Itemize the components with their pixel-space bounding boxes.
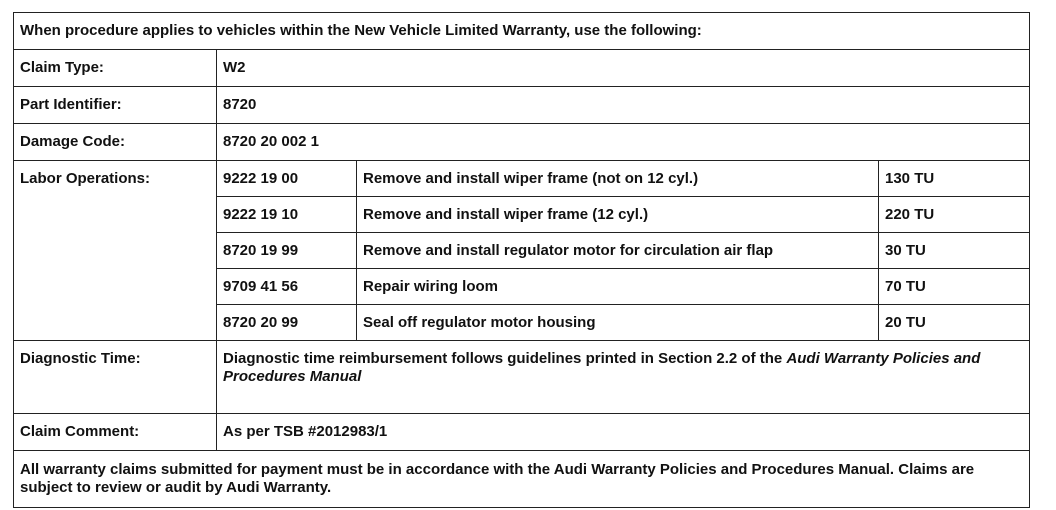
labor-time-units: 220 TU: [879, 197, 1030, 233]
labor-description: Remove and install regulator motor for circulation air flap: [357, 233, 879, 269]
labor-time-units: 30 TU: [879, 233, 1030, 269]
part-identifier-row: [14, 87, 1030, 124]
footer-row: [14, 451, 1030, 508]
damage-code-row: [14, 124, 1030, 161]
footer-note: All warranty claims submitted for payment must be in accordance with the Audi Warranty Policies and Procedures Manual. Claims are subject to review or audit by Audi Warranty.: [14, 451, 1030, 508]
labor-row: [14, 161, 1030, 197]
damage-code-label: Damage Code:: [14, 124, 217, 161]
labor-description: Remove and install wiper frame (not on 12 cyl.): [357, 161, 879, 197]
diagnostic-text-plain: Diagnostic time reimbursement follows guidelines printed in Section 2.2 of the: [223, 350, 787, 367]
claim-comment-label: Claim Comment:: [14, 414, 217, 451]
diagnostic-time-row: [14, 341, 1030, 414]
claim-type-label: Claim Type:: [14, 50, 217, 87]
labor-time-units: 70 TU: [879, 269, 1030, 305]
diagnostic-time-label: Diagnostic Time:: [14, 341, 217, 414]
labor-description: Repair wiring loom: [357, 269, 879, 305]
labor-time-units: 20 TU: [879, 305, 1030, 341]
claim-type-row: [14, 50, 1030, 87]
labor-code: 9709 41 56: [217, 269, 357, 305]
part-identifier-label: Part Identifier:: [14, 87, 217, 124]
claim-comment-row: [14, 414, 1030, 451]
labor-code: 8720 20 99: [217, 305, 357, 341]
diagnostic-manual-title: Audi Warranty Policies and Procedures Manual: [223, 350, 981, 385]
part-identifier-value: 8720: [217, 87, 1030, 124]
damage-code-value: 8720 20 002 1: [217, 124, 1030, 161]
diagnostic-time-text: [217, 341, 1030, 414]
intro-text: When procedure applies to vehicles within the New Vehicle Limited Warranty, use the following:: [14, 13, 1030, 50]
claim-type-value: W2: [217, 50, 1030, 87]
intro-row: [14, 13, 1030, 50]
labor-description: Remove and install wiper frame (12 cyl.): [357, 197, 879, 233]
labor-time-units: 130 TU: [879, 161, 1030, 197]
claim-comment-value: As per TSB #2012983/1: [217, 414, 1030, 451]
labor-operations-label: Labor Operations:: [14, 161, 217, 341]
labor-code: 9222 19 00: [217, 161, 357, 197]
labor-code: 8720 19 99: [217, 233, 357, 269]
labor-code: 9222 19 10: [217, 197, 357, 233]
labor-description: Seal off regulator motor housing: [357, 305, 879, 341]
warranty-table: [13, 12, 1030, 508]
